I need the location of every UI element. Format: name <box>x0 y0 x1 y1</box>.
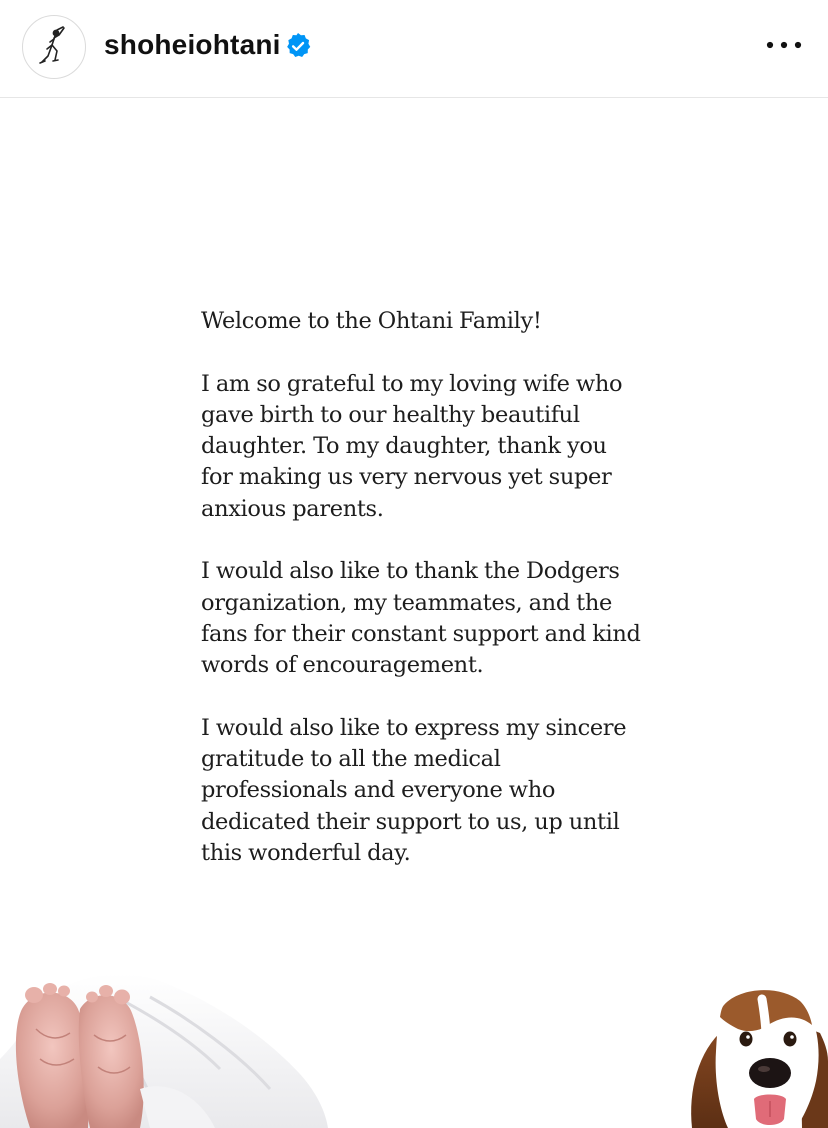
letter-paragraph: I am so grateful to my loving wife who gave birth to our healthy beautiful daughter. To my daughter, thank you for making us very nervous yet super anxious parents. <box>201 370 623 522</box>
post-image[interactable] <box>0 99 828 1128</box>
letter-paragraph: Welcome to the Ohtani Family! <box>201 308 542 334</box>
batter-silhouette-icon <box>23 16 86 79</box>
post-header <box>0 0 828 98</box>
baby-feet-photo <box>0 969 330 1128</box>
avatar[interactable] <box>22 15 86 79</box>
letter-paragraph: I would also like to thank the Dodgers organization, my teammates, and the fans for their constant support and kind words of encouragement. <box>201 558 641 679</box>
username[interactable]: shoheiohtani <box>104 29 281 60</box>
announcement-letter <box>201 306 641 869</box>
dog-photo <box>684 981 828 1128</box>
letter-paragraph: I would also like to express my sincere gratitude to all the medical professionals and everyone who dedicated their support to us, up until this wonderful day. <box>201 714 627 867</box>
more-horizontal-icon[interactable] <box>760 28 808 62</box>
verified-badge-icon <box>284 32 312 60</box>
